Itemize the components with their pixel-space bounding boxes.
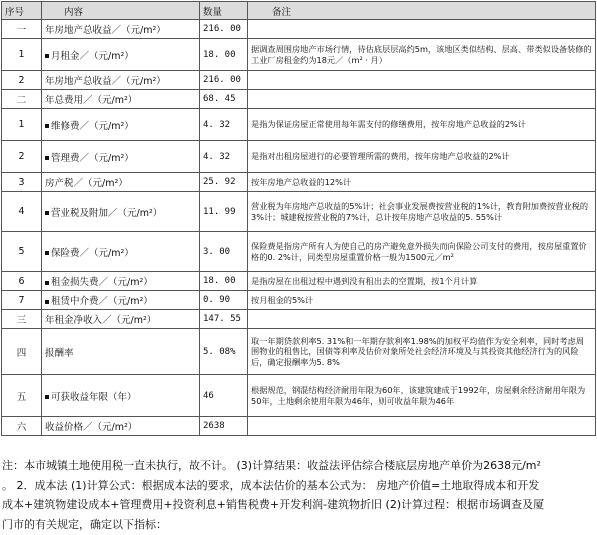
cell-qty [200, 232, 248, 272]
cell-content [42, 20, 200, 39]
cell-note [248, 141, 596, 173]
cell-no-text: 六 [16, 422, 27, 433]
cell-qty-text: 147. 55 [203, 314, 241, 324]
footnote-line: 注：本市城镇土地使用税一直未执行，故不计。 (3)计算结果：收益法评估综合楼底层房地产单价为2638元/m² [2, 459, 541, 472]
cell-note-text: 是指对出租房屋进行的必要管理所需的费用，按年房地产总收益的2%计 [251, 151, 510, 162]
cell-qty-text: 216. 00 [203, 24, 241, 34]
cell-note-text: 按年房地产总收益的12%计 [251, 176, 352, 187]
bullet-mark-icon [45, 124, 49, 128]
cell-no-text: 一 [16, 25, 27, 36]
cell-content [42, 291, 200, 310]
cell-note [248, 417, 596, 436]
cell-qty-text: 68. 45 [203, 94, 236, 104]
bullet-mark-icon [45, 395, 49, 399]
cell-qty [200, 329, 248, 375]
cell-qty [200, 90, 248, 109]
cell-no [2, 291, 42, 310]
cell-qty-text: 3. 00 [203, 246, 231, 257]
bullet-mark-icon [45, 211, 49, 215]
cell-no [2, 417, 42, 436]
cell-note-text: 保险费是指房产所有人为使自己的房产避免意外损失而向保险公司支付的费用，按房屋重置价格的0. 2%计，同类型房屋重置价格一般为1500元／m² [251, 241, 587, 262]
cell-no-text: 5 [18, 246, 25, 257]
cell-content-text: 年房地产总收益／（元/m²） [45, 25, 166, 36]
table-row [2, 141, 596, 173]
cell-no-text: 2 [18, 151, 25, 162]
cell-content [42, 90, 200, 109]
bullet-mark-icon [45, 251, 49, 255]
cell-no-text: 三 [16, 315, 27, 326]
header-content: 内容 [42, 2, 200, 20]
cell-no [2, 310, 42, 329]
cell-qty [200, 109, 248, 141]
header-qty: 数量 [200, 2, 248, 20]
footnote-line: 门市的有关规定，确定以下指标： [2, 517, 167, 531]
table-row [2, 272, 596, 291]
cell-qty-text: 46 [203, 390, 214, 401]
cell-content [42, 232, 200, 272]
cell-no [2, 329, 42, 375]
cell-qty [200, 310, 248, 329]
table-row [2, 192, 596, 232]
cell-no [2, 20, 42, 39]
cell-qty-text: 2638 [203, 421, 225, 431]
valuation-table [1, 1, 596, 436]
footnote-text [2, 456, 594, 534]
cell-no [2, 232, 42, 272]
cell-no-text: 4 [18, 206, 25, 217]
cell-content-text: 年总费用／（元/m²） [45, 95, 138, 106]
footnote-line: 成本+建筑物建设成本+管理费用+投资利息+销售税费+开发利润-建筑物折旧 (2)计算过程：根据市场调查及厦 [2, 498, 545, 511]
cell-note [248, 20, 596, 39]
cell-qty-text: 18. 00 [203, 49, 236, 60]
cell-qty-text: 5. 08% [203, 346, 236, 357]
cell-qty [200, 20, 248, 39]
cell-no [2, 375, 42, 417]
cell-note-text: 营业税为年房地产总收益的5%计；社会事业发展费按营业税的1%计，教育附加费按营业税的3%计；城建税按营业税的7%计，总计按年房地产总收益的5. 55%计 [251, 201, 589, 222]
header-note: 备注 [248, 2, 596, 20]
cell-no-text: 7 [18, 294, 25, 306]
cell-note [248, 192, 596, 232]
cell-qty-text: 216. 00 [203, 75, 241, 85]
cell-qty [200, 173, 248, 192]
cell-qty [200, 192, 248, 232]
bullet-mark-icon [45, 300, 49, 304]
cell-content-text: 营业税及附加／（元/m²） [51, 207, 163, 219]
bullet-mark-icon [45, 156, 49, 160]
cell-no-text: 1 [18, 119, 25, 130]
cell-no [2, 39, 42, 71]
cell-content-text: 可获收益年限（年） [51, 391, 137, 403]
cell-note [248, 272, 596, 291]
cell-content-text: 年房地产总收益／（元/m²） [45, 76, 166, 87]
cell-no [2, 109, 42, 141]
cell-content-text: 房产税／（元/m²） [45, 178, 128, 189]
cell-note [248, 71, 596, 90]
cell-qty [200, 39, 248, 71]
cell-note [248, 39, 596, 71]
cell-qty-text: 0. 90 [203, 295, 231, 305]
cell-qty [200, 141, 248, 173]
table-row [2, 173, 596, 192]
cell-note-text: 是指为保证房屋正常使用每年需支付的修缮费用，按年房地产总收益的2%计 [251, 119, 526, 130]
cell-no [2, 272, 42, 291]
cell-qty [200, 375, 248, 417]
cell-content [42, 39, 200, 71]
cell-content-text: 年租金净收入／（元/m²） [45, 315, 157, 326]
cell-note [248, 173, 596, 192]
cell-content-text: 租赁中介费／（元/m²） [51, 296, 153, 307]
cell-note [248, 375, 596, 417]
cell-content-text: 月租金／（元/m²） [51, 50, 134, 62]
table-row [2, 291, 596, 310]
cell-no-text: 1 [18, 49, 25, 60]
cell-note [248, 90, 596, 109]
bullet-mark-icon [45, 281, 49, 285]
cell-content-text: 维修费／（元/m²） [51, 120, 134, 132]
cell-note [248, 232, 596, 272]
cell-note-text: 据调查周围房地产市场行情，待估底层层高约5m，该地区类似结构、层高、带类似设备装修的工业厂房租金约为18元／（m² · 月） [251, 44, 592, 65]
cell-qty [200, 417, 248, 436]
table-row [2, 310, 596, 329]
cell-note [248, 291, 596, 310]
cell-content-text: 收益价格／（元/m²） [45, 422, 138, 433]
cell-content [42, 375, 200, 417]
cell-no-text: 二 [16, 95, 27, 106]
table-row [2, 39, 596, 71]
cell-no [2, 71, 42, 90]
cell-content [42, 192, 200, 232]
cell-content [42, 417, 200, 436]
cell-qty-text: 18. 00 [203, 276, 236, 286]
cell-content-text: 租金损失费／（元/m²） [51, 277, 153, 288]
cell-content [42, 173, 200, 192]
cell-note-text: 根据规范，钢混结构经济耐用年限为60年，该建筑建成于1992年，房屋剩余经济耐用年限为50年，土地剩余使用年限为46年，则可收益年限为46年 [251, 385, 586, 406]
bullet-mark-icon [45, 54, 49, 58]
footnote-line: 。 2．成本法 (1)计算公式：根据成本法的要求，成本法估价的基本公式为： 房地产价值=土地取得成本和开发 [2, 478, 540, 492]
cell-qty-text: 4. 32 [203, 151, 231, 162]
cell-content [42, 141, 200, 173]
table-body [2, 20, 596, 436]
table-row [2, 417, 596, 436]
cell-note-text: 取一年期贷款利率5. 31%和一年期存款利率1.98%的加权平均值作为安全利率，同时考虑周围物业的租售比，国债等利率及估价对象所处社会经济环境及与其投资其他经济行为的风险后，确定报酬率为5. 8% [251, 335, 584, 367]
cell-no-text: 2 [18, 74, 25, 86]
cell-content-text: 报酬率 [45, 347, 74, 359]
cell-content-text: 保险费／（元/m²） [51, 247, 134, 259]
table-row [2, 232, 596, 272]
cell-no [2, 173, 42, 192]
cell-qty [200, 291, 248, 310]
cell-qty [200, 272, 248, 291]
cell-content [42, 329, 200, 375]
cell-content [42, 310, 200, 329]
cell-note-text: 是指房屋在出租过程中遇到没有租出去的空置期，按1个月计算 [251, 275, 478, 286]
cell-qty-text: 11. 99 [203, 206, 236, 217]
table-header-row [2, 2, 596, 20]
cell-qty-text: 25. 92 [203, 177, 236, 187]
cell-no [2, 192, 42, 232]
cell-note-text: 按月租金的5%计 [251, 294, 314, 305]
cell-no [2, 90, 42, 109]
cell-no [2, 141, 42, 173]
cell-note [248, 109, 596, 141]
cell-no-text: 6 [18, 275, 25, 287]
cell-content [42, 71, 200, 90]
table-row [2, 109, 596, 141]
cell-qty-text: 4. 32 [203, 119, 231, 130]
cell-no-text: 四 [16, 347, 27, 359]
header-no: 序号 [2, 2, 42, 20]
cell-content [42, 272, 200, 291]
table-row [2, 375, 596, 417]
cell-note [248, 310, 596, 329]
table-row [2, 20, 596, 39]
cell-qty [200, 71, 248, 90]
cell-no-text: 3 [18, 176, 25, 188]
table-row [2, 329, 596, 375]
cell-content [42, 109, 200, 141]
table-row [2, 71, 596, 90]
cell-content-text: 管理费／（元/m²） [51, 152, 134, 164]
cell-note [248, 329, 596, 375]
table-row [2, 90, 596, 109]
cell-no-text: 五 [16, 391, 27, 403]
